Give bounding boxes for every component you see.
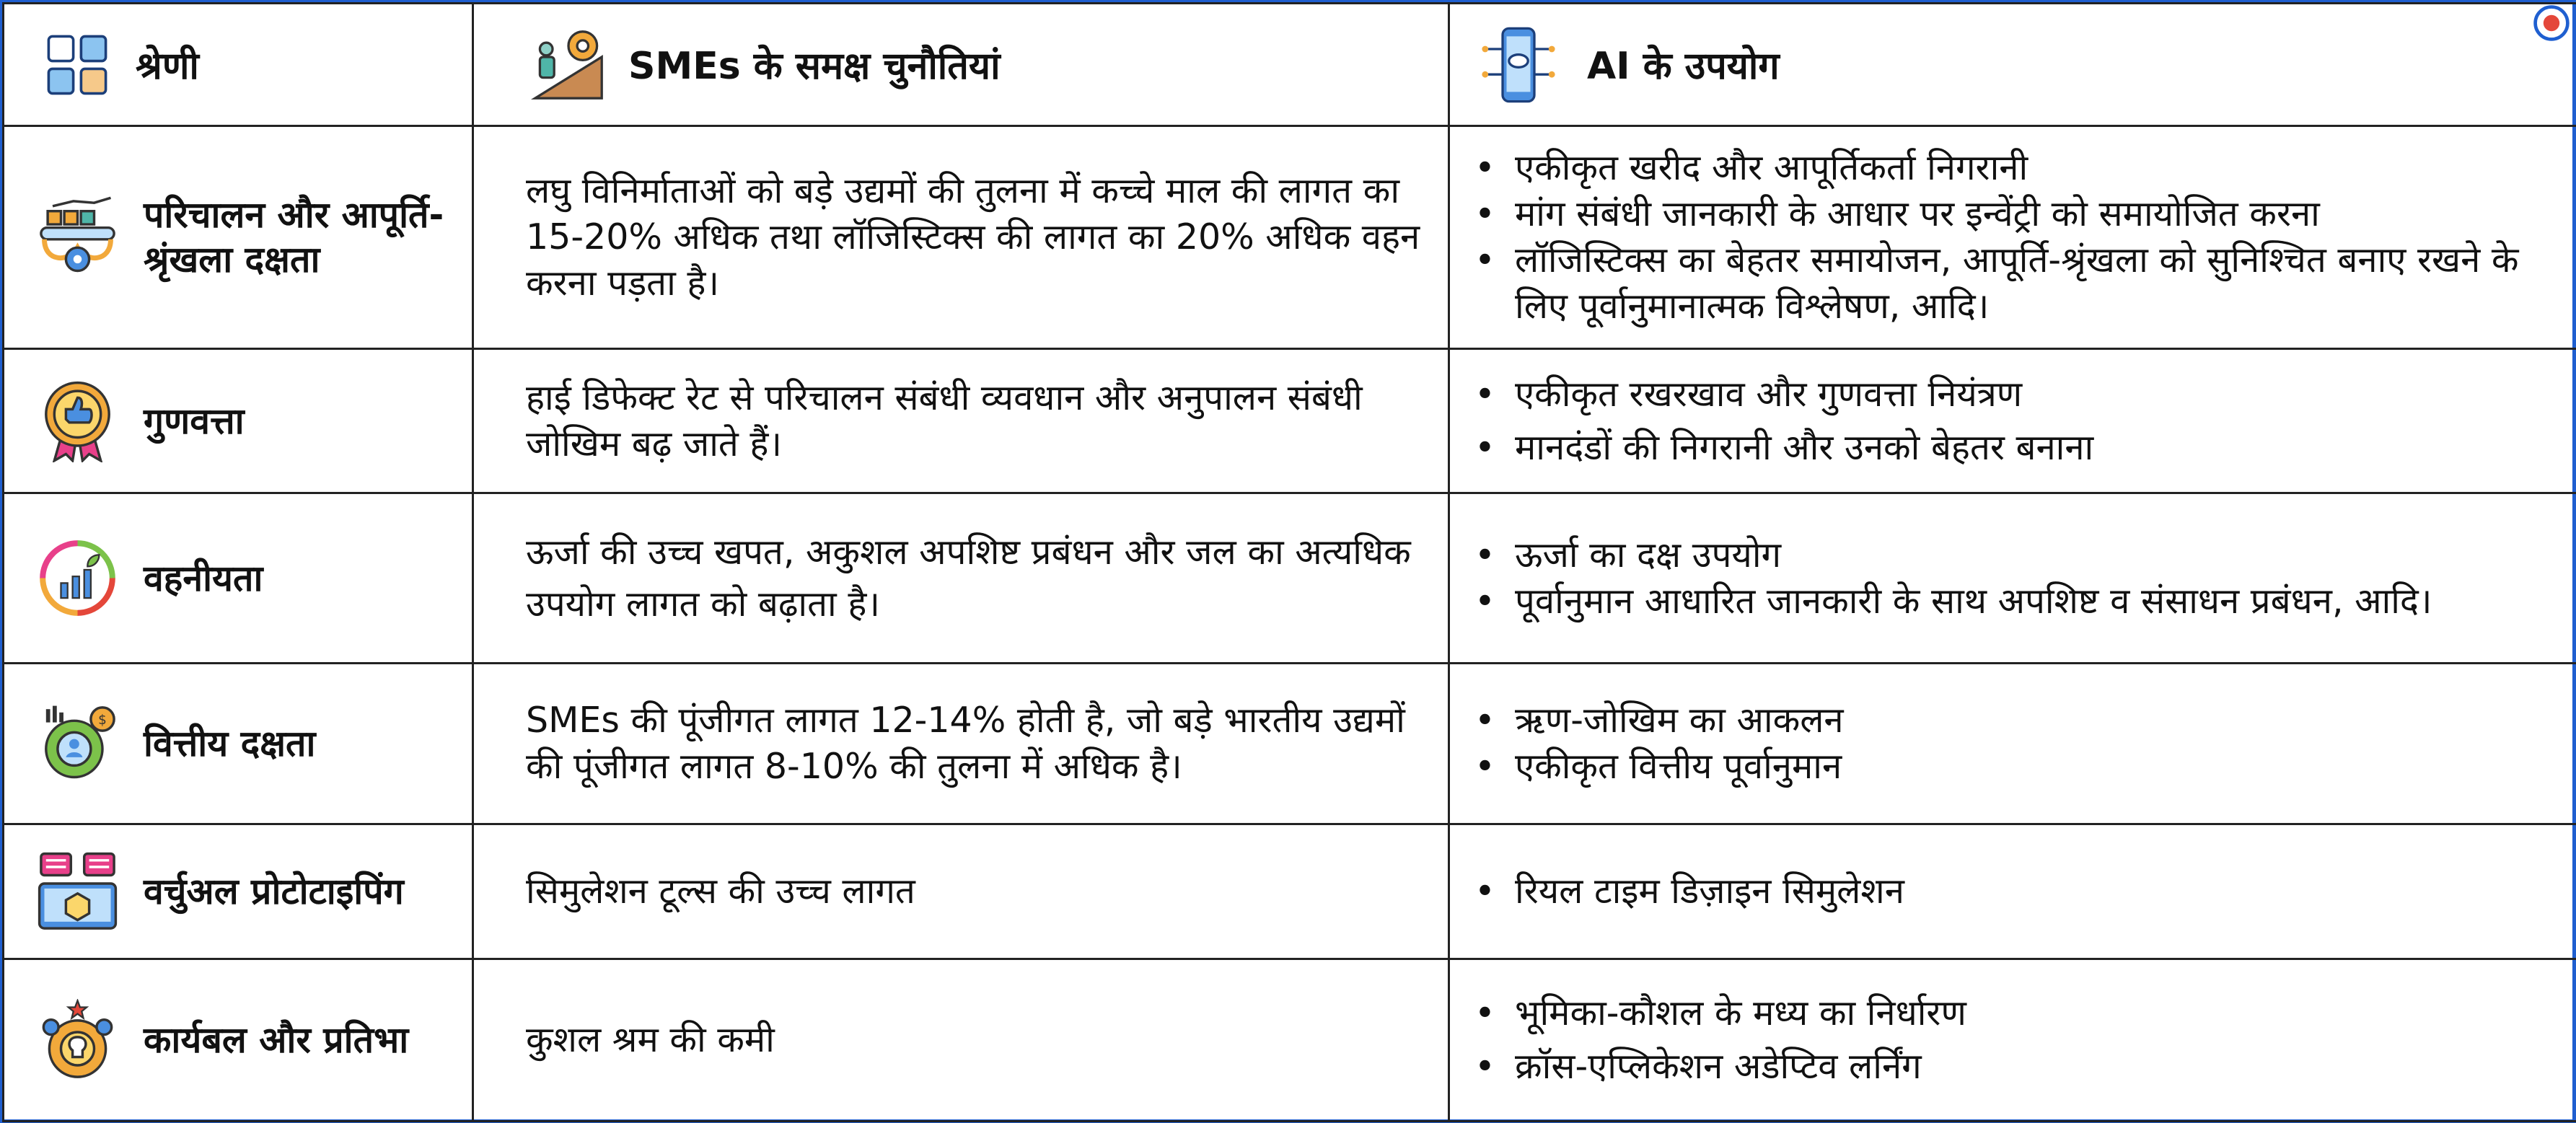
- brand-logo-icon: [2531, 3, 2572, 43]
- table-header-row: [4, 4, 2576, 126]
- category-label: वित्तीय दक्षता: [144, 723, 316, 765]
- svg-text:$: $: [98, 712, 107, 728]
- comparison-table: [2, 2, 2576, 1122]
- finance-gear-icon: [36, 703, 119, 785]
- challenge-text: सिमुलेशन टूल्स की उच्च लागत: [526, 871, 915, 912]
- supply-chain-icon: [36, 196, 119, 279]
- category-cell: [4, 824, 473, 959]
- ai-uses-cell: [1449, 493, 2576, 664]
- category-cell: [4, 349, 473, 493]
- header-ai-uses-cell: [1449, 4, 2576, 126]
- challenge-text: लघु विनिर्माताओं को बड़े उद्यमों की तुलना में कच्चे माल की लागत का 15-20% अधिक तथा लॉजिस्टिक्स की लागत का 20% अधिक वहन करना पड़ता है।: [526, 170, 1420, 304]
- category-label: वर्चुअल प्रोटोटाइपिंग: [144, 871, 404, 912]
- table-row: [4, 493, 2576, 664]
- grid-category-icon: [45, 32, 110, 97]
- table-row: [4, 349, 2576, 493]
- list-item: • भूमिका-कौशल के मध्य का निर्धारण: [1515, 990, 2564, 1036]
- category-label: परिचालन और आपूर्ति-श्रृंखला दक्षता: [144, 194, 444, 281]
- ai-uses-cell: [1449, 664, 2576, 824]
- category-label: कार्यबल और प्रतिभा: [144, 1019, 409, 1061]
- list-item: • लॉजिस्टिक्स का बेहतर समायोजन, आपूर्ति-श्रृंखला को सुनिश्चित बनाए रखने के लिए पूर्वानुमानात्मक विश्लेषण, आदि।: [1515, 237, 2564, 330]
- workforce-talent-icon: [36, 999, 119, 1082]
- header-ai-uses-label: AI के उपयोग: [1587, 45, 1780, 88]
- ai-uses-list: [1450, 371, 2576, 471]
- list-item: • ऋण-जोखिम का आकलन: [1515, 697, 2564, 744]
- header-challenges-cell: [473, 4, 1449, 126]
- challenge-cell: [473, 126, 1449, 349]
- ai-uses-list: [1450, 532, 2576, 625]
- challenge-cell: [473, 824, 1449, 959]
- category-cell: [4, 959, 473, 1122]
- challenge-cell: [473, 959, 1449, 1122]
- challenge-cell: [473, 349, 1449, 493]
- gear-climb-icon: [529, 25, 608, 105]
- ai-uses-list: [1450, 990, 2576, 1090]
- list-item: • क्रॉस-एप्लिकेशन अडेप्टिव लर्निंग: [1515, 1044, 2564, 1090]
- ai-uses-list: [1450, 145, 2576, 330]
- list-item: • एकीकृत रखरखाव और गुणवत्ता नियंत्रण: [1515, 371, 2564, 418]
- challenge-text: ऊर्जा की उच्च खपत, अकुशल अपशिष्ट प्रबंधन और जल का अत्यधिक उपयोग लागत को बढ़ाता है।: [526, 531, 1411, 625]
- header-challenges-label: SMEs के समक्ष चुनौतियां: [628, 45, 1001, 88]
- challenge-cell: [473, 664, 1449, 824]
- table-row: [4, 126, 2576, 349]
- table-row: [4, 824, 2576, 959]
- ai-uses-cell: [1449, 959, 2576, 1122]
- prototype-screen-icon: [36, 850, 119, 933]
- list-item: • मानदंडों की निगरानी और उनको बेहतर बनाना: [1515, 425, 2564, 471]
- category-label: वहनीयता: [144, 557, 263, 599]
- challenge-text: हाई डिफेक्ट रेट से परिचालन संबंधी व्यवधान और अनुपालन संबंधी जोखिम बढ़ जाते हैं।: [526, 376, 1363, 464]
- list-item: • एकीकृत वित्तीय पूर्वानुमान: [1515, 744, 2564, 790]
- header-category-label: श्रेणी: [136, 45, 199, 88]
- sustainability-icon: [36, 537, 119, 620]
- table-row: [4, 959, 2576, 1122]
- category-cell: [4, 126, 473, 349]
- challenge-cell: [473, 493, 1449, 664]
- ai-uses-cell: [1449, 126, 2576, 349]
- table-row: [4, 664, 2576, 824]
- ai-uses-cell: [1449, 349, 2576, 493]
- list-item: • पूर्वानुमान आधारित जानकारी के साथ अपशिष्ट व संसाधन प्रबंधन, आदि।: [1515, 578, 2564, 625]
- list-item: • एकीकृत खरीद और आपूर्तिकर्ता निगरानी: [1515, 145, 2564, 191]
- ai-uses-list: [1450, 868, 2576, 915]
- list-item: • रियल टाइम डिज़ाइन सिमुलेशन: [1515, 868, 2564, 915]
- ai-uses-list: [1450, 697, 2576, 790]
- category-cell: [4, 493, 473, 664]
- category-cell: [4, 664, 473, 824]
- category-label: गुणवत्ता: [144, 400, 245, 442]
- ai-phone-cloud-icon: [1479, 25, 1558, 105]
- list-item: • ऊर्जा का दक्ष उपयोग: [1515, 532, 2564, 578]
- ai-uses-cell: [1449, 824, 2576, 959]
- quality-badge-icon: [36, 379, 119, 462]
- challenge-text: SMEs की पूंजीगत लागत 12-14% होती है, जो बड़े भारतीय उद्यमों की पूंजीगत लागत 8-10% की तुलना में अधिक है।: [526, 700, 1405, 787]
- list-item: • मांग संबंधी जानकारी के आधार पर इन्वेंट्री को समायोजित करना: [1515, 191, 2564, 237]
- header-category-cell: [4, 4, 473, 126]
- challenge-text: कुशल श्रम की कमी: [526, 1019, 775, 1060]
